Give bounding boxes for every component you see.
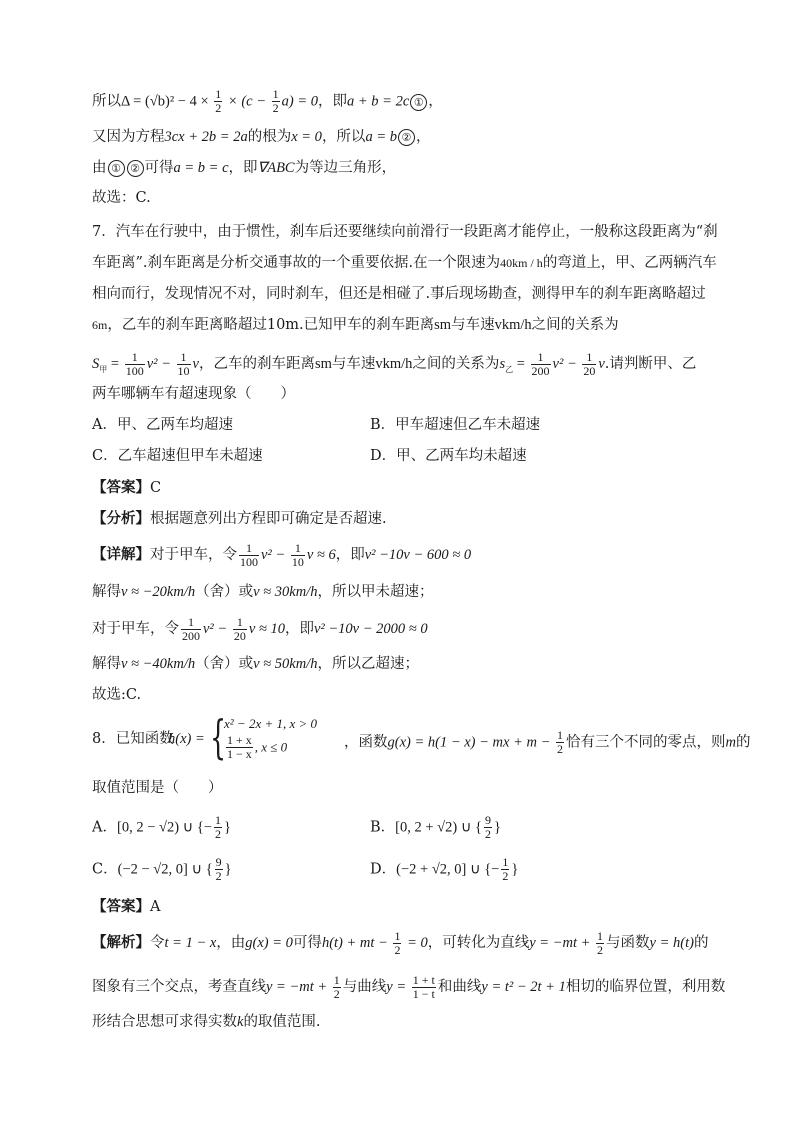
- text: ，所以: [321, 129, 366, 145]
- text: ，即: [228, 160, 258, 176]
- math: S: [92, 356, 100, 372]
- q7-option-d: D．甲、乙两车均未超速: [370, 448, 527, 464]
- math: v: [192, 356, 199, 372]
- solution-line-4: 故选：C.: [92, 190, 151, 206]
- q7-line-1: 7．汽车在行驶中，由于惯性，刹车后还要继续向前滑行一段距离才能停止，一般称这段距离为“刹: [92, 224, 718, 240]
- analysis-text: 根据题意列出方程即可确定是否超速.: [150, 511, 387, 527]
- text: 对于甲车，令: [150, 547, 237, 563]
- text: 车距离”.刹车距离是分析交通事故的一个重要依据.在一个限速为: [92, 255, 501, 271]
- brace-icon: {: [210, 710, 227, 764]
- math: a + b = 2c: [347, 93, 410, 110]
- text: （舍）或: [195, 584, 254, 600]
- math: v ≈ −40km/h: [121, 656, 196, 672]
- math: v ≈ 10: [248, 621, 285, 637]
- math: sm: [314, 356, 332, 372]
- math: v² −: [146, 356, 175, 372]
- math: 3cx + 2b = 2a: [164, 129, 248, 145]
- text: 的根为: [247, 129, 292, 145]
- fraction: $\frac{1}{20}$: [583, 349, 596, 378]
- math: h(x) =: [168, 731, 205, 747]
- circled-number: ①: [410, 94, 427, 111]
- answer-value: C: [150, 480, 162, 496]
- text: 为等边三角形，: [294, 160, 397, 176]
- text: .请判断甲、乙: [604, 356, 697, 372]
- math: v² −: [261, 547, 289, 563]
- math: a) = 0: [281, 93, 318, 110]
- math: 6m: [92, 318, 108, 332]
- math: sm: [434, 317, 452, 333]
- q7-line-3: 相向而行，发现情况不对，同时刹车，但还是相碰了.事后现场勘查，测得甲车的刹车距离略超过: [92, 286, 706, 302]
- q7-analysis: [92, 509, 387, 529]
- q8-option-d: D．(−2 + √2, 0] ∪ {− $\frac{1}{2}$ }: [370, 855, 519, 883]
- solution-line-2: [92, 127, 430, 147]
- q7-detail-2: [92, 582, 433, 602]
- q7-line-4: [92, 315, 619, 335]
- math: x² − 2x + 1, x > 0: [224, 716, 318, 731]
- math: v ≈ 6: [306, 547, 336, 563]
- fraction: $\frac{1}{200}$: [531, 349, 550, 378]
- text: ，所以甲未超速；: [317, 584, 434, 600]
- q7-option-a: A．甲、乙两车均超速: [92, 417, 233, 433]
- math: v ≈ 50km/h: [253, 656, 318, 672]
- q8-option-a: A．[0, 2 − √2) ∪ {− $\frac{1}{2}$ }: [92, 813, 231, 841]
- text: 对于甲车，令: [92, 621, 179, 637]
- text: 与车速: [451, 317, 495, 333]
- math: a = b: [365, 129, 397, 145]
- math: v² −10v − 2000 ≈ 0: [313, 621, 428, 637]
- solution-line-3: [92, 158, 396, 178]
- text: 与车速: [331, 356, 376, 372]
- math: ∇ABC: [257, 160, 295, 176]
- text: ，所以乙超速；: [317, 656, 419, 672]
- text: ，乙车的刹车距离: [198, 356, 315, 372]
- math: v: [598, 356, 605, 372]
- fraction: $\frac{1 + x}{1 - x}$: [227, 733, 252, 761]
- q7-detail-1: [92, 540, 471, 570]
- fraction: $\frac{1}{20}$: [233, 614, 246, 643]
- q8-answer: [92, 897, 160, 917]
- q8-line-2: 取值范围是（ ）: [92, 780, 223, 796]
- math: v ≈ 30km/h: [253, 584, 318, 600]
- fraction: $\frac{1}{2}$: [215, 87, 222, 115]
- math: =: [107, 356, 123, 372]
- q8-solution-2: 图象有三个交点，考查直线y = −mt + $\frac{1}{2}$ 与曲线y = $\frac{1 + t}{1 - t}$ 和曲线y = t² − 2t + 1相切的临界位置，利用数: [92, 972, 726, 1001]
- q8-text: ，函数g(x) = h(1 − x) − mx + m − $\frac{1}{2}$ 恰有三个不同的零点，则m的: [344, 728, 751, 756]
- q7-option-b: B．甲车超速但乙车未超速: [370, 417, 541, 433]
- fraction: $\frac{1}{2}$: [272, 87, 279, 115]
- detail-label: 【详解】: [92, 546, 150, 563]
- solution-label: 【解析】: [92, 934, 150, 951]
- math: v² −10v − 600 ≈ 0: [364, 547, 472, 563]
- math: x = 0: [291, 129, 322, 145]
- answer-value: A: [150, 899, 161, 915]
- text: ，乙车的刹车距离略超过10m.已知甲车的刹车距离: [107, 317, 435, 333]
- circled-number: ①: [108, 160, 125, 177]
- q7-line-6: 两车哪辆车有超速现象（ ）: [92, 386, 295, 402]
- text: ，: [428, 93, 443, 110]
- fraction: $\frac{1}{100}$: [240, 540, 258, 569]
- text: （舍）或: [195, 656, 254, 672]
- text: 所以: [92, 93, 121, 110]
- solution-line-1: [92, 88, 443, 115]
- math: v ≈ −20km/h: [121, 584, 196, 600]
- math: Δ = (√b)² − 4 ×: [121, 93, 213, 110]
- q7-option-c: C．乙车超速但甲车未超速: [92, 448, 263, 464]
- piece-2: $\frac{1 + x}{1 - x}$ , x ≤ 0: [227, 733, 288, 761]
- math: × (c −: [224, 93, 270, 110]
- math: 乙: [505, 364, 514, 374]
- q7-detail-4: [92, 654, 419, 674]
- fraction: $\frac{1}{10}$: [291, 540, 304, 569]
- math: 40km / h: [500, 256, 543, 270]
- text: 之间的关系为: [531, 317, 619, 333]
- text: 8．已知函数: [92, 731, 174, 747]
- text: ，即: [335, 547, 365, 563]
- fraction: $\frac{1}{100}$: [125, 349, 144, 378]
- fraction: $\frac{1}{200}$: [182, 614, 200, 643]
- math: v² −: [552, 356, 581, 372]
- math: a = b = c: [173, 160, 229, 176]
- q8-solution-3: 形结合思想可求得实数k的取值范围.: [92, 1014, 321, 1030]
- text: ，: [415, 129, 431, 145]
- text: 可得: [144, 160, 174, 176]
- text: 由: [92, 160, 107, 176]
- q7-detail-5: 故选:C.: [92, 687, 142, 703]
- math: 甲: [99, 364, 108, 374]
- q8-option-b: B．[0, 2 + √2) ∪ { $\frac{9}{2}$ }: [370, 813, 501, 841]
- q7-detail-3: [92, 614, 428, 644]
- circled-number: ②: [398, 129, 415, 146]
- text: ，即: [318, 93, 347, 110]
- text: 解得: [92, 656, 121, 672]
- text: ，即: [284, 621, 314, 637]
- q8-solution-1: 【解析】令t = 1 − x，由g(x) = 0可得h(t) + mt − $\frac{1}{2}$ = 0，可转化为直线y = −mt + $\frac{1}{2}$ 与函数y = h(t)的: [92, 928, 709, 957]
- fraction: $\frac{1}{10}$: [177, 349, 190, 378]
- q8-option-c: C．(−2 − √2, 0] ∪ { $\frac{9}{2}$ }: [92, 855, 232, 883]
- q7-answer: [92, 478, 161, 498]
- circled-number: ②: [127, 160, 144, 177]
- text: 又因为方程: [92, 129, 165, 145]
- text: 解得: [92, 584, 121, 600]
- q7-line-2: [92, 253, 717, 273]
- text: 之间的关系为: [412, 356, 500, 372]
- math: vkm/h: [494, 317, 532, 333]
- math: =: [513, 356, 529, 372]
- analysis-label: 【分析】: [92, 510, 150, 527]
- math: s: [499, 356, 506, 372]
- answer-label: 【答案】: [92, 479, 150, 496]
- answer-label: 【答案】: [92, 898, 150, 915]
- text: 的弯道上，甲、乙两辆汽车: [542, 255, 717, 271]
- math: vkm/h: [375, 356, 413, 372]
- fraction: $\frac{1}{2}$: [557, 728, 563, 756]
- q7-line-5: [92, 348, 696, 386]
- math: v² −: [203, 621, 231, 637]
